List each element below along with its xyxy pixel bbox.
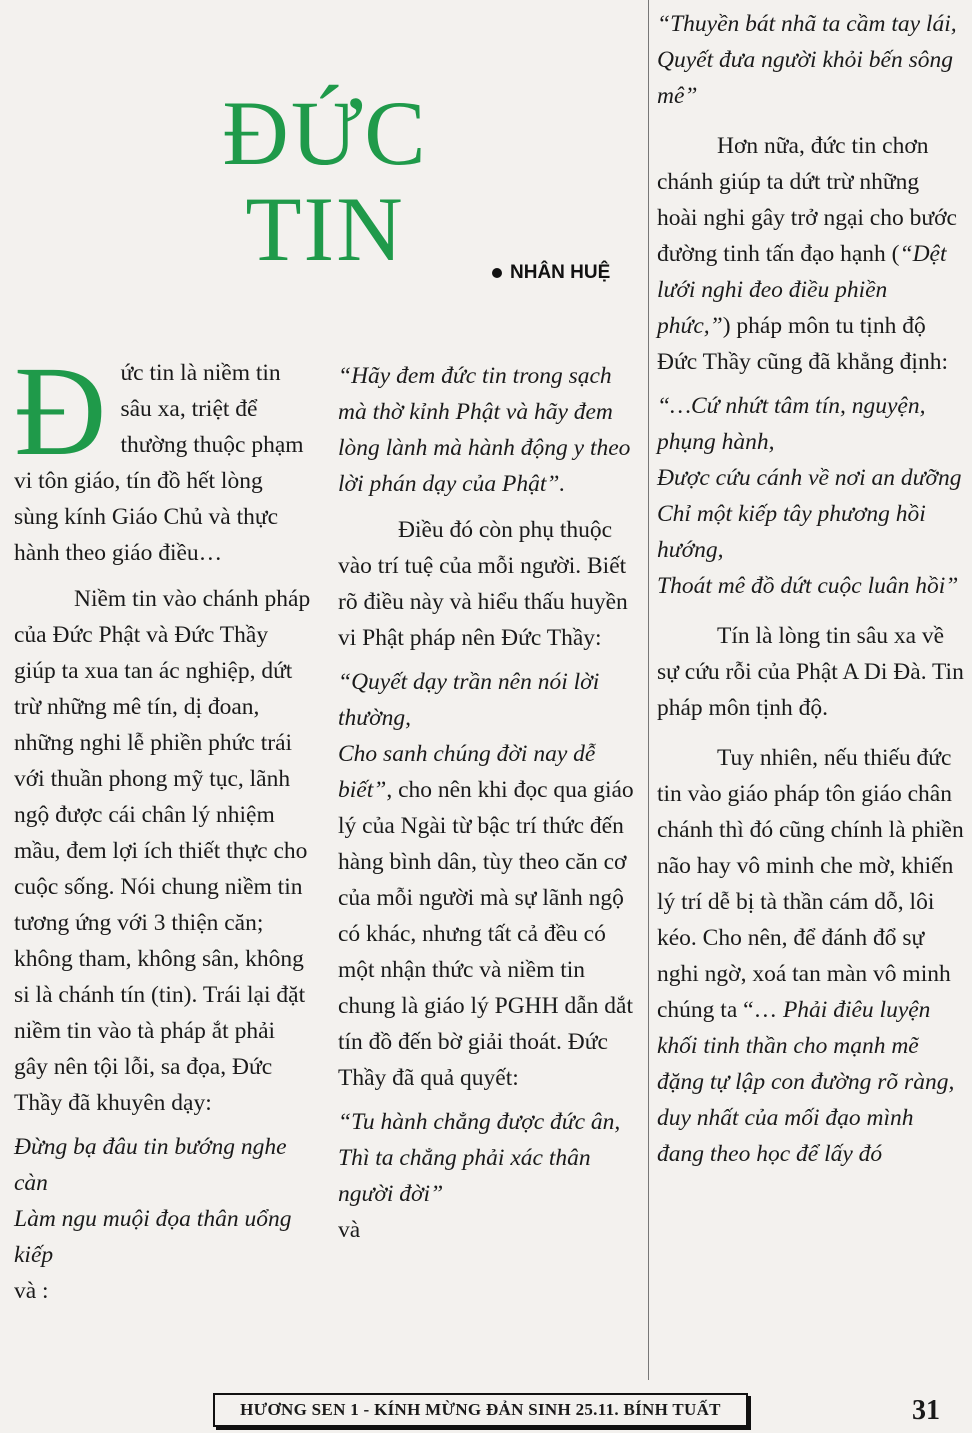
paragraph-tail: và [338, 1217, 361, 1243]
paragraph-tail: và : [14, 1278, 49, 1304]
quotation: “Hãy đem đức tin trong sạch mà thờ kỉnh Phật và hãy đem lòng lành mà hành động y theo lời phán dạy của Phật”. [338, 363, 631, 497]
title-line-2: TIN [245, 178, 405, 280]
verse-line: “Tu hành chẳng được đức ân, [338, 1109, 621, 1135]
drop-cap: Đ [14, 340, 107, 482]
paragraph: Hơn nữa, đức tin chơn chánh giúp ta dứt trừ những hoài nghi gây trở ngại cho bước đường tinh tấn đạo hạnh (“Dệt lưới nghi đeo điều phiền phức,”) pháp môn tu tịnh độ Đức Thầy cũng đã khẳng định: [657, 133, 957, 375]
verse-line: “Thuyền bát nhã ta cầm tay lái, [657, 11, 957, 37]
title-line-1: ĐỨC [222, 82, 428, 184]
author-byline [492, 262, 610, 284]
author-name: NHÂN HUỆ [510, 262, 611, 283]
verse-line: Cho sanh chúng đời nay dễ biết” [338, 741, 596, 803]
bullet-icon [492, 268, 502, 278]
column-2 [338, 358, 634, 1248]
column-1 [14, 340, 312, 1309]
verse-line: Thì ta chẳng phải xác thân người đời” [338, 1145, 591, 1207]
paragraph: Tuy nhiên, nếu thiếu đức tin vào giáo pháp tôn giáo chân chánh thì đó cũng chính là phiền não hay vô minh che mờ, khiến lý trí dễ bị tà thần cám dỗ, lôi kéo. Cho nên, để đánh đổ sự nghi ngờ, xoá tan màn vô minh chúng ta “… Phải điêu luyện khối tinh thần cho mạnh mẽ đặng tự lập con đường rõ ràng, duy nhất của mối đạo mình đang theo học để lấy đó [657, 745, 964, 1167]
paragraph: Điều đó còn phụ thuộc vào trí tuệ của mỗi người. Biết rõ điều này và hiểu thấu huyền vi Phật pháp nên Đức Thầy: [338, 517, 628, 651]
verse-line: Chỉ một kiếp tây phương hồi hướng, [657, 501, 926, 563]
verse-line: Quyết đưa người khỏi bến sông mê” [657, 47, 953, 109]
verse-line: Thoát mê đồ dứt cuộc luân hồi” [657, 573, 959, 599]
page-number: 31 [912, 1395, 940, 1426]
footer-banner: HƯƠNG SEN 1 - KÍNH MỪNG ĐẢN SINH 25.11. BÍNH TUẤT [213, 1393, 748, 1427]
verse-line: Được cứu cánh về nơi an dưỡng [657, 465, 962, 491]
column-divider [648, 0, 649, 1380]
verse-line: “…Cứ nhứt tâm tín, nguyện, phụng hành, [657, 393, 926, 455]
verse-line: “Quyết dạy trần nên nói lời thường, [338, 669, 600, 731]
column-3 [657, 6, 965, 1172]
paragraph-mixed: Cho sanh chúng đời nay dễ biết”, cho nên khi đọc qua giáo lý của Ngài từ bậc trí thức đến hàng bình dân, tùy theo căn cơ của mỗi người mà sự lãnh ngộ có khác, nhưng tất cả đều có một nhận thức và niềm tin chung là giáo lý PGHH dẫn dắt tín đồ đến bờ giải thoát. Đức Thầy đã quả quyết: [338, 741, 634, 1091]
paragraph-intro: Đức tin là niềm tin sâu xa, triệt để thường thuộc phạm vi tôn giáo, tín đồ hết lòng sùng kính Giáo Chủ và thực hành theo giáo điều… [14, 340, 304, 566]
article-title [205, 82, 445, 280]
verse-line: Đừng bạ đâu tin bướng nghe càn [14, 1134, 287, 1196]
verse-line: Làm ngu muội đọa thân uổng kiếp [14, 1206, 292, 1268]
paragraph: Niềm tin vào chánh pháp của Đức Phật và Đức Thầy giúp ta xua tan ác nghiệp, dứt trừ những mê tín, dị đoan, những nghi lễ phiền phức trái với thuần phong mỹ tục, lãnh ngộ được cái chân lý nhiệm mầu, đem lợi ích thiết thực cho cuộc sống. Nói chung niềm tin tương ứng với 3 thiện căn; không tham, không sân, không si là chánh tín (tin). Trái lại đặt niềm tin vào tà pháp ắt phải gây nên tội lỗi, sa đọa, Đức Thầy đã khuyên dạy: [14, 586, 311, 1116]
paragraph: Tín là lòng tin sâu xa về sự cứu rỗi của Phật A Di Đà. Tin pháp môn tịnh độ. [657, 623, 964, 721]
